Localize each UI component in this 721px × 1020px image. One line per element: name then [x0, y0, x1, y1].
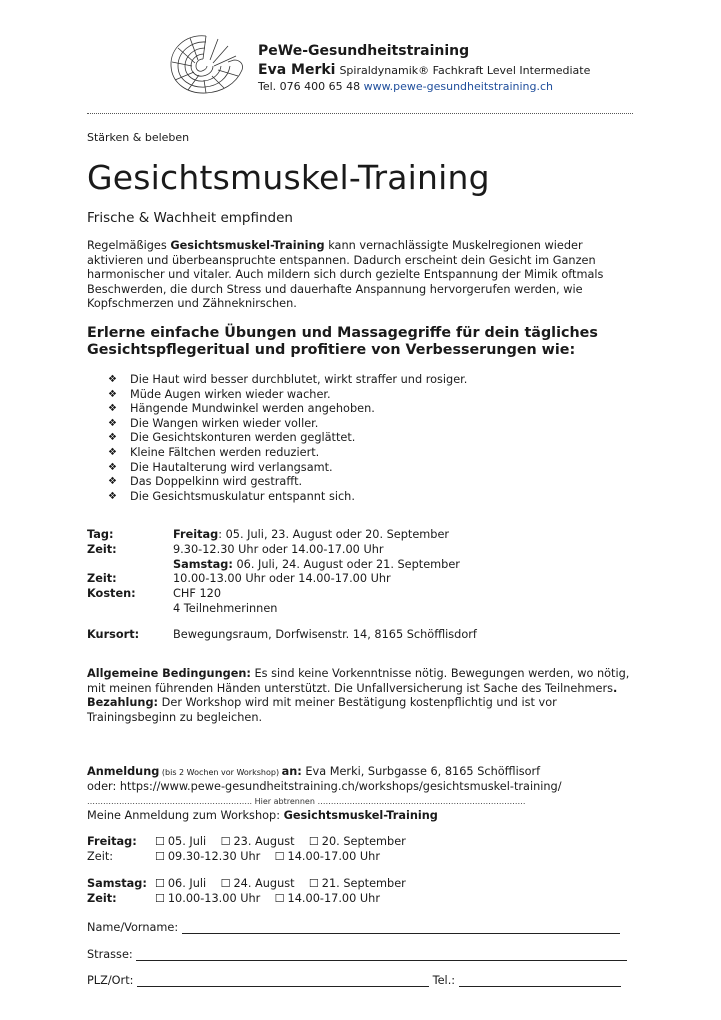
- list-item: ❖ Das Doppelkinn wird gestrafft.: [108, 475, 303, 489]
- list-item: ❖ Die Wangen wirken wieder voller.: [108, 416, 319, 430]
- street-field-label: Strasse:: [87, 948, 133, 961]
- kursort-label: Kursort:: [87, 628, 140, 641]
- tel-field-label: Tel.:: [432, 974, 456, 987]
- tear-off-line: …………………………………………………….. Hier abtrennen ……………………………………………………………………: [87, 797, 526, 806]
- page-title: Gesichtsmuskel-Training: [87, 158, 490, 197]
- trainer-name: Eva Merki: [258, 62, 336, 78]
- street-field[interactable]: [136, 948, 627, 961]
- company-name: PeWe-Gesundheitstraining: [258, 43, 470, 59]
- bullet-icon: ❖: [108, 490, 117, 502]
- bullet-icon: ❖: [108, 446, 117, 458]
- saturday-dates: Samstag: 06. Juli, 24. August oder 21. September: [173, 558, 460, 571]
- friday-times: 9.30-12.30 Uhr oder 14.00-17.00 Uhr: [173, 543, 384, 556]
- intro-paragraph: Regelmäßiges Gesichtsmuskel-Training kann vernachlässigte Muskelregionen wieder aktivieren und überbeanspruchte entspannen. Dadurch erscheint dein Gesicht im Ganzen harmonischer und vitaler. Auch mildern sich durch gezielte Entspannung der Mimik oftmals Beschwerden, die durch Stress und dauerhafte Anspannung hervorgerufen werden, wie Kopfschmerzen und Zähneknirschen.: [87, 239, 604, 311]
- registration-url[interactable]: oder: https://www.pewe-gesundheitstraining.ch/workshops/gesichtsmuskel-training/: [87, 780, 562, 793]
- benefits-list: [108, 373, 467, 504]
- form-saturday-options: [155, 877, 406, 890]
- bullet-icon: ❖: [108, 388, 117, 400]
- checkbox-saturday-0[interactable]: ☐ 06. Juli: [155, 877, 207, 890]
- list-item: ❖ Die Gesichtskonturen werden geglättet.: [108, 431, 356, 445]
- zeit-label: Zeit:: [87, 543, 117, 556]
- plz-field[interactable]: [137, 974, 429, 987]
- intro-bold-term: Gesichtsmuskel-Training: [170, 239, 325, 252]
- conditions-paragraph: Allgemeine Bedingungen: Es sind keine Vorkenntnisse nötig. Bewegungen werden, wo nötig, mit meinen führenden Händen unterstützt. Die Unfallversicherung ist Sache des Teilnehmers. Bezahlung: Der Workshop wird mit meiner Bestätigung kostenpflichtig und ist vor Trainingsbeginn zu begleichen.: [87, 667, 630, 724]
- nautilus-shell-icon: [166, 30, 248, 98]
- checkbox-friday-time-0[interactable]: ☐ 09.30-12.30 Uhr: [155, 850, 261, 863]
- bullet-icon: ❖: [108, 476, 117, 488]
- tel-field[interactable]: [459, 974, 621, 987]
- bullet-icon: ❖: [108, 432, 117, 444]
- phone-number: Tel. 076 400 65 48: [258, 80, 361, 93]
- bullet-icon: ❖: [108, 417, 117, 429]
- form-saturday-times: [155, 892, 380, 905]
- bullet-icon: ❖: [108, 374, 117, 385]
- zeit-label-2: Zeit:: [87, 572, 117, 585]
- header-divider: [87, 113, 633, 114]
- checkbox-saturday-time-0[interactable]: ☐ 10.00-13.00 Uhr: [155, 892, 261, 905]
- checkbox-friday-0[interactable]: ☐ 05. Juli: [155, 835, 207, 848]
- form-friday-label: Freitag:: [87, 835, 137, 848]
- form-intro: Meine Anmeldung zum Workshop: Gesichtsmuskel-Training: [87, 809, 438, 822]
- friday-dates: Freitag: 05. Juli, 23. August oder 20. September: [173, 528, 450, 541]
- plz-field-label: PLZ/Ort:: [87, 974, 134, 987]
- kosten-label: Kosten:: [87, 587, 136, 600]
- price: CHF 120: [173, 587, 222, 600]
- name-field-row: [87, 921, 620, 934]
- list-item: ❖ Müde Augen wirken wieder wacher.: [108, 387, 331, 401]
- trainer-line: [258, 62, 590, 78]
- checkbox-saturday-2[interactable]: ☐ 21. September: [308, 877, 406, 890]
- checkbox-saturday-time-1[interactable]: ☐ 14.00-17.00 Uhr: [274, 892, 380, 905]
- name-field-label: Name/Vorname:: [87, 921, 179, 934]
- page-subtitle: Frische & Wachheit empfinden: [87, 210, 293, 226]
- street-field-row: [87, 948, 627, 961]
- checkbox-friday-1[interactable]: ☐ 23. August: [220, 835, 295, 848]
- list-item: ❖ Kleine Fältchen werden reduziert.: [108, 445, 320, 459]
- benefits-heading: Erlerne einfache Übungen und Massagegriffe für dein tägliches Gesichtspflegeritual und profitiere von Verbesserungen wie:: [87, 325, 598, 358]
- contact-line: [258, 80, 553, 93]
- bullet-icon: ❖: [108, 461, 117, 473]
- name-field[interactable]: [182, 921, 620, 934]
- list-item: ❖ Die Haut wird besser durchblutet, wirkt straffer und rosiger.: [108, 373, 468, 386]
- location: Bewegungsraum, Dorfwisenstr. 14, 8165 Schöfflisdorf: [173, 628, 477, 641]
- list-item: ❖ Die Gesichtsmuskulatur entspannt sich.: [108, 489, 355, 503]
- form-saturday-zeit-label: Zeit:: [87, 892, 117, 905]
- kicker: Stärken & beleben: [87, 131, 190, 144]
- website-link[interactable]: www.pewe-gesundheitstraining.ch: [363, 80, 553, 93]
- registration-address: Anmeldung (bis 2 Wochen vor Workshop) an: Eva Merki, Surbgasse 6, 8165 Schöfflisorf: [87, 765, 541, 778]
- checkbox-saturday-1[interactable]: ☐ 24. August: [220, 877, 295, 890]
- checkbox-friday-2[interactable]: ☐ 20. September: [308, 835, 406, 848]
- form-friday-zeit-label: Zeit:: [87, 850, 114, 863]
- form-friday-options: [155, 835, 406, 848]
- form-saturday-label: Samstag:: [87, 877, 147, 890]
- participants: 4 Teilnehmerinnen: [173, 602, 278, 615]
- form-friday-times: [155, 850, 380, 863]
- list-item: ❖ Die Hautalterung wird verlangsamt.: [108, 460, 333, 474]
- saturday-times: 10.00-13.00 Uhr oder 14.00-17.00 Uhr: [173, 572, 391, 585]
- checkbox-friday-time-1[interactable]: ☐ 14.00-17.00 Uhr: [274, 850, 380, 863]
- trainer-qualification: Spiraldynamik® Fachkraft Level Intermediate: [339, 64, 591, 77]
- city-field-row: [87, 974, 621, 987]
- bullet-icon: ❖: [108, 403, 117, 415]
- list-item: ❖ Hängende Mundwinkel werden angehoben.: [108, 402, 375, 416]
- tag-label: Tag:: [87, 528, 114, 541]
